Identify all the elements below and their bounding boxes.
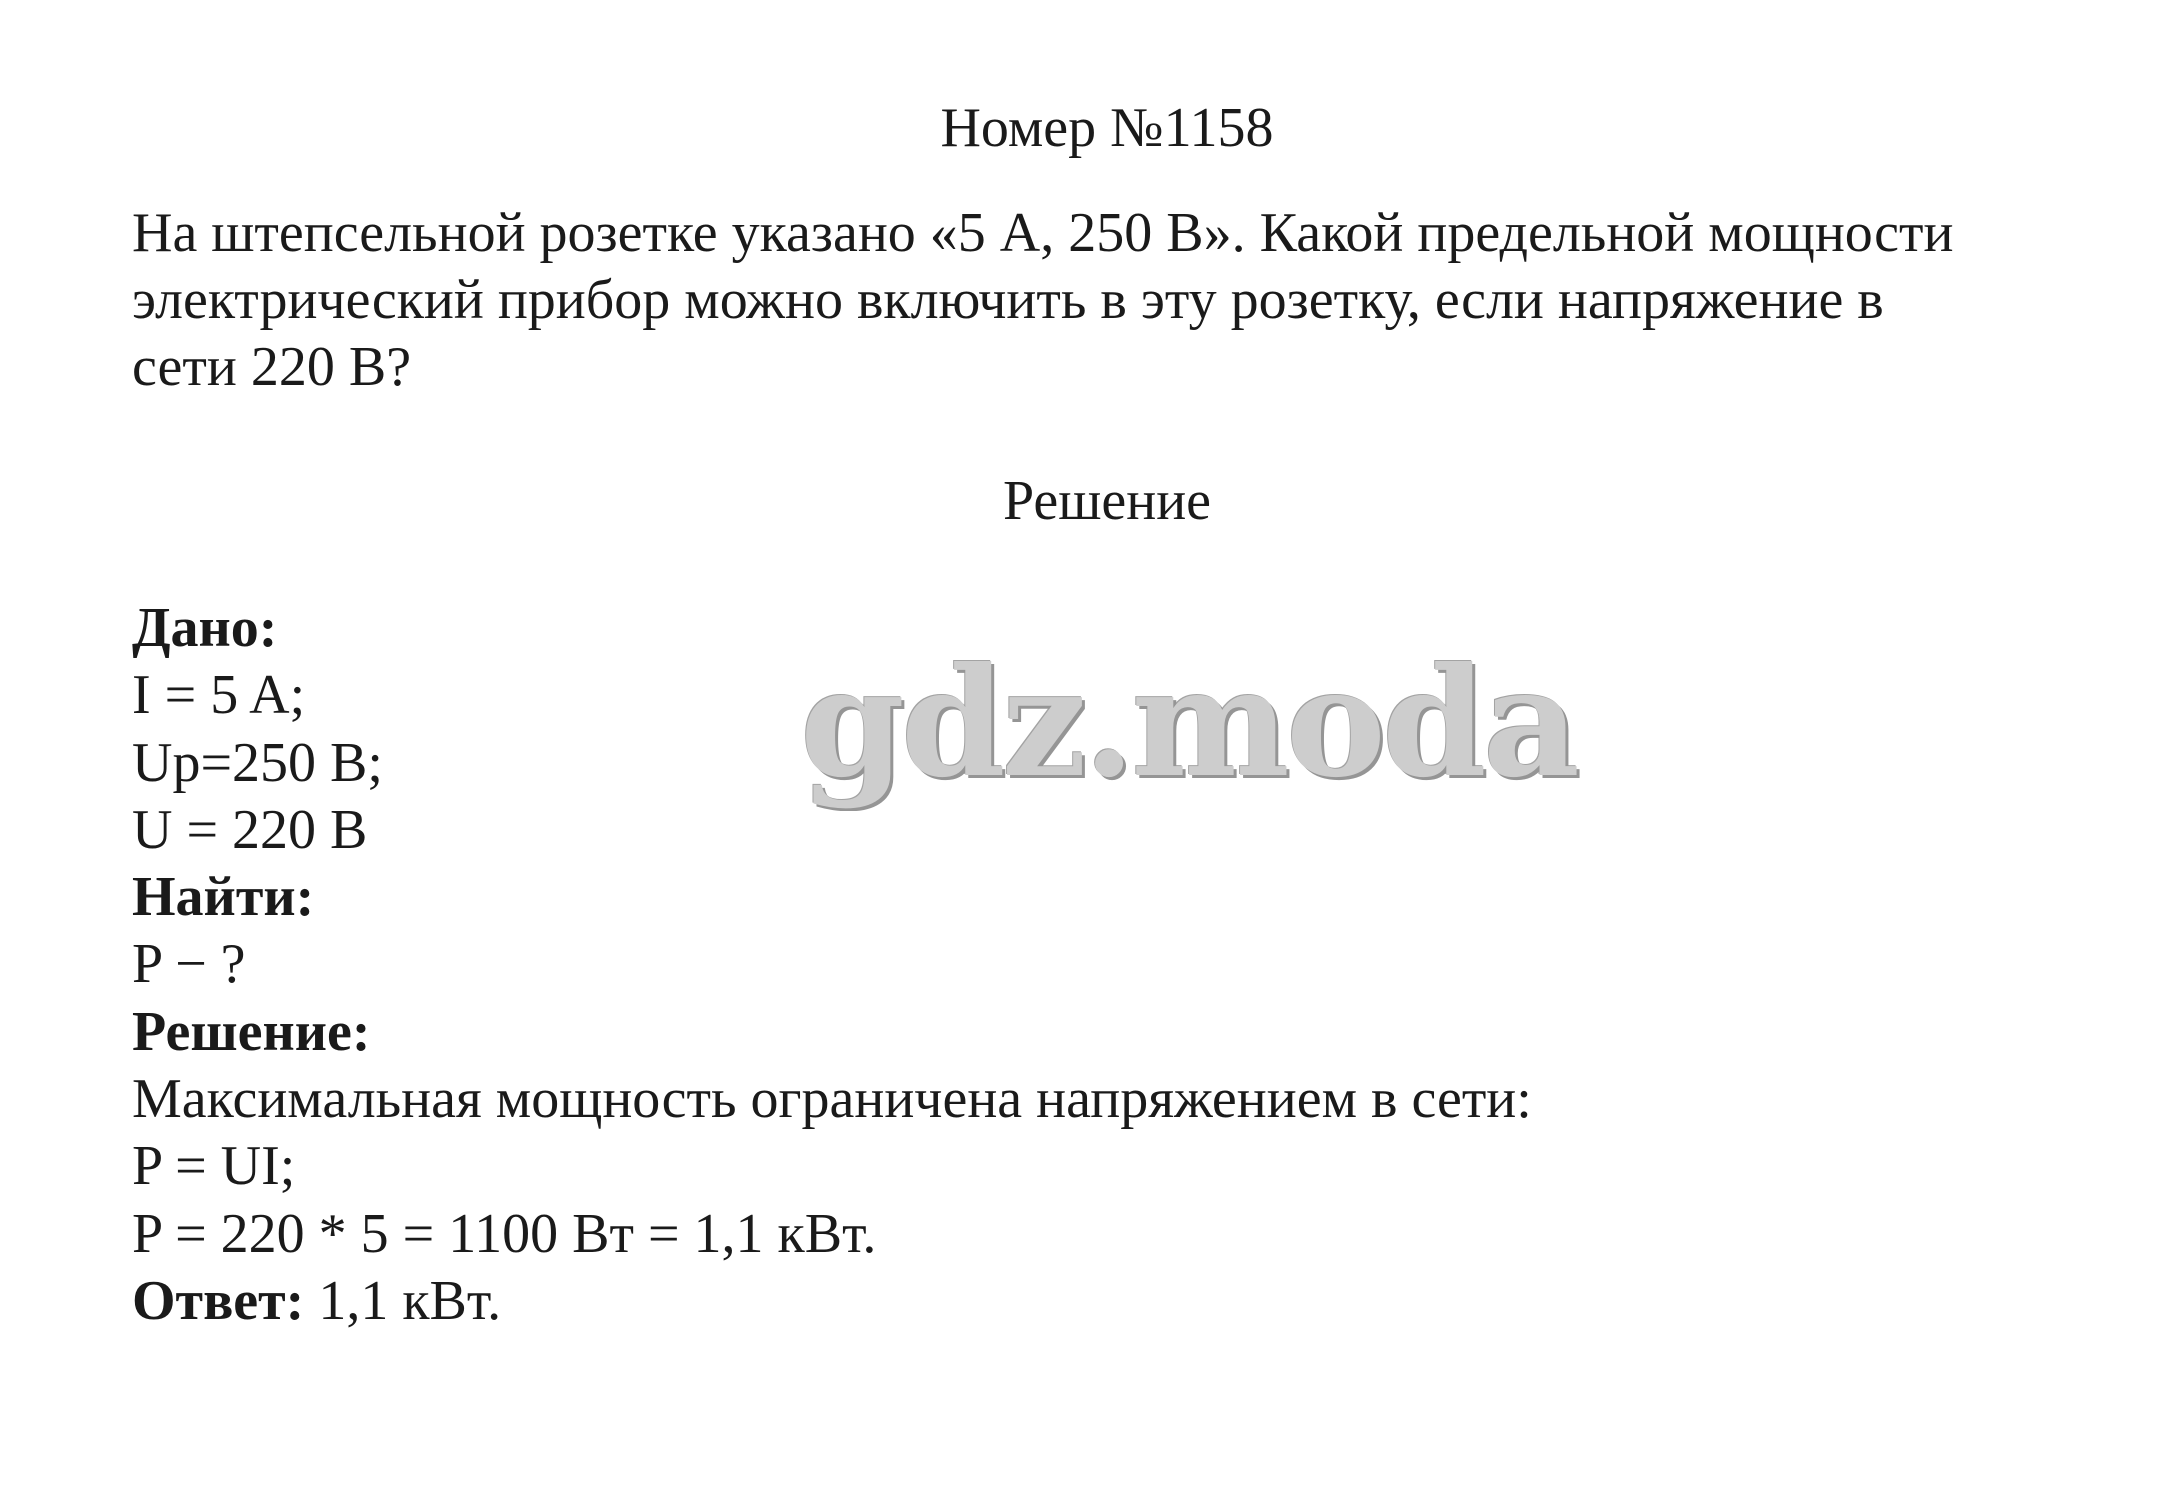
problem-line: электрический прибор можно включить в эту розетку, если напряжение в bbox=[132, 269, 1884, 331]
page-title: Номер №1158 bbox=[940, 97, 1274, 159]
solution-step: P = 220 * 5 = 1100 Вт = 1,1 кВт. bbox=[132, 1202, 877, 1265]
find-item: P − ? bbox=[132, 933, 246, 996]
given-item: U = 220 В bbox=[132, 798, 368, 861]
problem-line: сети 220 В? bbox=[132, 336, 412, 398]
answer-label: Ответ: bbox=[132, 1269, 305, 1332]
answer-line bbox=[132, 1268, 2032, 1335]
solution-heading: Решение bbox=[1002, 470, 1212, 532]
given-label: Дано: bbox=[132, 597, 278, 659]
problem-line: На штепсельной розетке указано «5 А, 250 В». Какой предельной мощности bbox=[132, 202, 1954, 264]
answer-value: 1,1 кВт. bbox=[304, 1269, 502, 1332]
solution-step: Максимальная мощность ограничена напряжением в сети: bbox=[132, 1068, 1532, 1131]
find-label: Найти: bbox=[132, 866, 315, 929]
solution-label: Решение: bbox=[132, 1000, 371, 1063]
solution-step: P = UI; bbox=[132, 1135, 296, 1198]
given-item: I = 5 A; bbox=[132, 664, 306, 727]
problem-statement bbox=[132, 200, 2112, 401]
given-item: Up=250 В; bbox=[132, 731, 383, 794]
watermark-logo: gdz.moda bbox=[800, 635, 1577, 811]
